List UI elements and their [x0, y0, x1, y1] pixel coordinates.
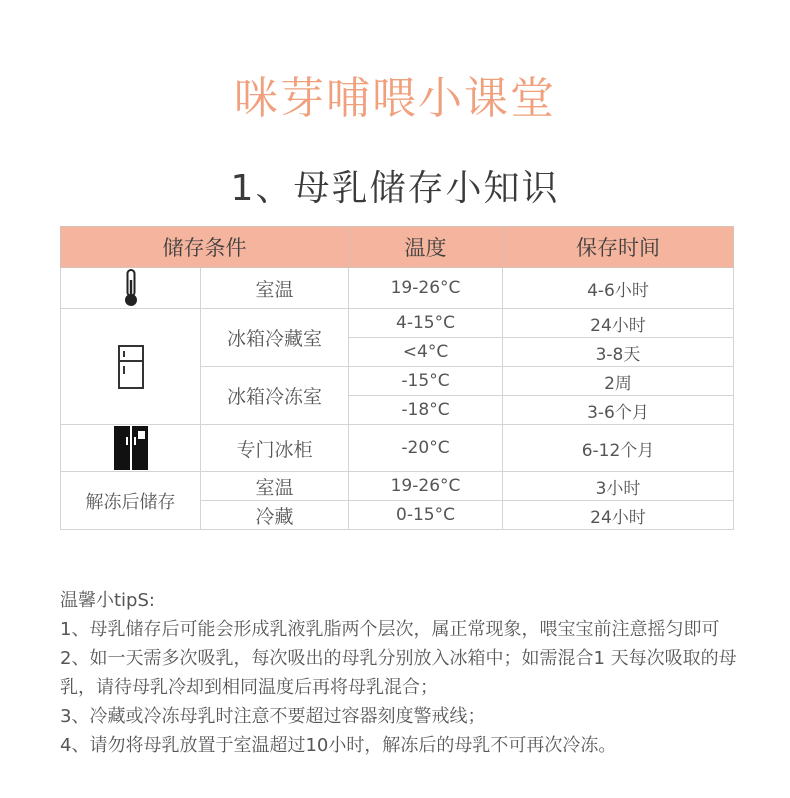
storage-table — [60, 226, 734, 530]
table-row — [61, 472, 734, 501]
thawed-label: 解冻后储存 — [61, 472, 201, 530]
tips-title: 温馨小tipS: — [60, 590, 155, 611]
room-temp: 19-26°C — [349, 268, 503, 309]
thawed-temp-2: 0-15°C — [349, 501, 503, 530]
tip-item-2: 2、如一天需多次吸乳，每次吸出的母乳分别放入冰箱中；如需混合1 天每次吸取的母乳，请待母乳冷却到相同温度后再将母乳混合； — [60, 648, 737, 698]
freezer-cabinet-icon — [113, 425, 149, 471]
fridge-freeze-temp-2: -18°C — [349, 396, 503, 425]
tip-item-1: 1、母乳储存后可能会形成乳液乳脂两个层次，属正常现象，喂宝宝前注意摇匀即可 — [60, 619, 720, 640]
thawed-condition-1: 室温 — [201, 472, 349, 501]
thawed-temp-1: 19-26°C — [349, 472, 503, 501]
fridge-freeze-temp-1: -15°C — [349, 367, 503, 396]
fridge-icon-cell — [61, 309, 201, 425]
tips-section — [60, 586, 750, 760]
thawed-condition-2: 冷藏 — [201, 501, 349, 530]
section-title: 1、母乳储存小知识 — [230, 168, 560, 209]
refrigerator-icon — [117, 344, 145, 390]
tip-item-3: 3、冷藏或冷冻母乳时注意不要超过容器刻度警戒线； — [60, 706, 486, 727]
fridge-chill-time-2: 3-8天 — [503, 338, 734, 367]
table-row — [61, 425, 734, 472]
tip-item-4: 4、请勿将母乳放置于室温超过10小时，解冻后的母乳不可再次冷冻。 — [60, 735, 617, 756]
thawed-time-2: 24小时 — [503, 501, 734, 530]
fridge-chill-time-1: 24小时 — [503, 309, 734, 338]
header-duration: 保存时间 — [503, 227, 734, 268]
table-row — [61, 268, 734, 309]
freezer-time: 6-12个月 — [503, 425, 734, 472]
freezer-condition: 专门冰柜 — [201, 425, 349, 472]
room-time: 4-6小时 — [503, 268, 734, 309]
table-header-row — [61, 227, 734, 268]
brand-title: 咪芽哺喂小课堂 — [234, 73, 556, 124]
fridge-chill-temp-2: <4°C — [349, 338, 503, 367]
thawed-time-1: 3小时 — [503, 472, 734, 501]
freezer-icon-cell — [61, 425, 201, 472]
fridge-freeze-time-1: 2周 — [503, 367, 734, 396]
room-icon-cell — [61, 268, 201, 309]
table-row — [61, 309, 734, 338]
fridge-freeze-condition: 冰箱冷冻室 — [201, 367, 349, 425]
fridge-chill-temp-1: 4-15°C — [349, 309, 503, 338]
fridge-freeze-time-2: 3-6个月 — [503, 396, 734, 425]
fridge-chill-condition: 冰箱冷藏室 — [201, 309, 349, 367]
room-condition: 室温 — [201, 268, 349, 309]
header-condition: 储存条件 — [61, 227, 349, 268]
header-temperature: 温度 — [349, 227, 503, 268]
freezer-temp: -20°C — [349, 425, 503, 472]
thermometer-icon — [121, 268, 141, 308]
